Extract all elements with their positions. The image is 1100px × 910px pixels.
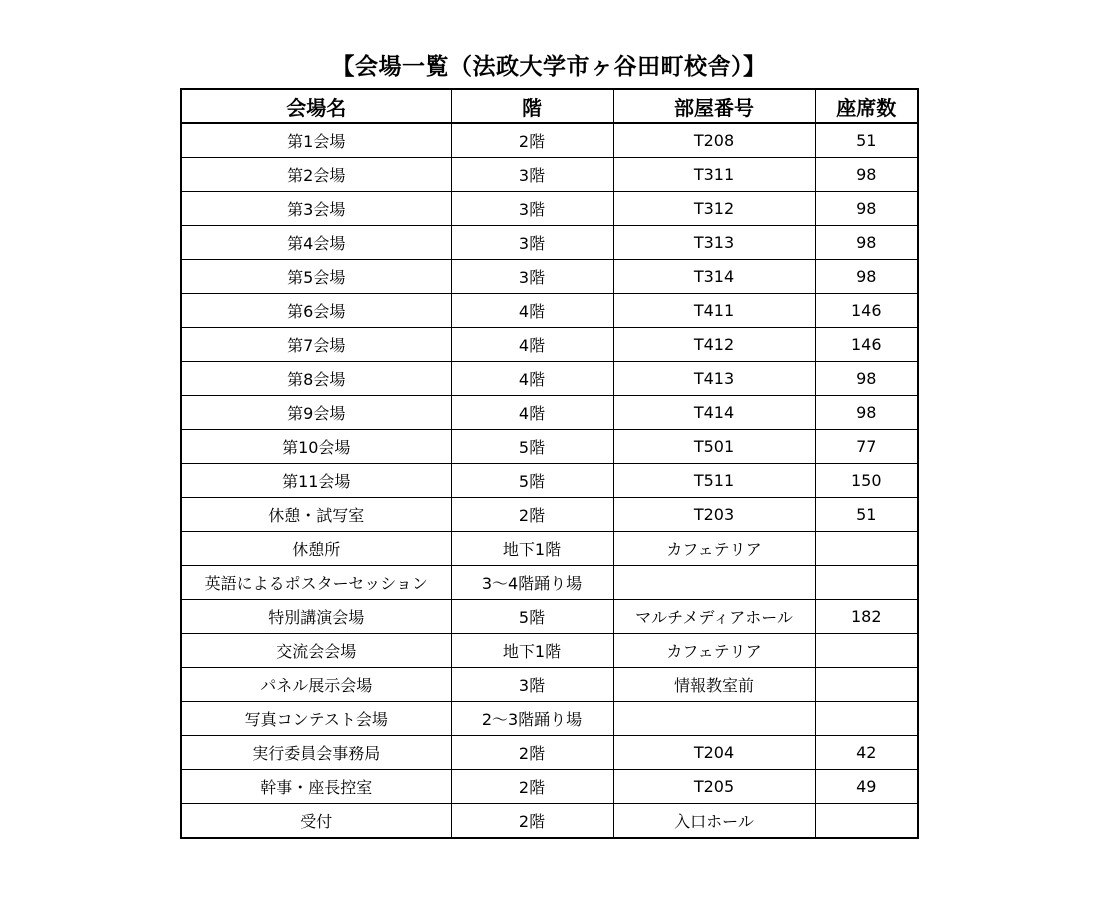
cell-venue-name: 第7会場: [181, 328, 451, 362]
cell-seat-count: 77: [815, 430, 918, 464]
cell-room-number: カフェテリア: [613, 532, 815, 566]
cell-floor: 4階: [451, 294, 613, 328]
table-row: [181, 362, 918, 396]
table-row: [181, 260, 918, 294]
table-row: [181, 498, 918, 532]
cell-room-number: T311: [613, 158, 815, 192]
cell-venue-name: 交流会会場: [181, 634, 451, 668]
cell-venue-name: 幹事・座長控室: [181, 770, 451, 804]
cell-venue-name: 第4会場: [181, 226, 451, 260]
table-body: [181, 123, 918, 838]
table-row: [181, 532, 918, 566]
cell-venue-name: 特別講演会場: [181, 600, 451, 634]
cell-room-number: T205: [613, 770, 815, 804]
cell-venue-name: 第10会場: [181, 430, 451, 464]
cell-floor: 3階: [451, 668, 613, 702]
cell-seat-count: 51: [815, 498, 918, 532]
cell-venue-name: 第11会場: [181, 464, 451, 498]
cell-room-number: T208: [613, 123, 815, 158]
cell-seat-count: [815, 566, 918, 600]
cell-seat-count: 150: [815, 464, 918, 498]
cell-floor: 3階: [451, 192, 613, 226]
cell-venue-name: 第1会場: [181, 123, 451, 158]
cell-room-number: マルチメディアホール: [613, 600, 815, 634]
cell-room-number: T314: [613, 260, 815, 294]
table-row: [181, 226, 918, 260]
page-title: 【会場一覧（法政大学市ヶ谷田町校舎）】: [331, 54, 767, 80]
cell-room-number: 入口ホール: [613, 804, 815, 839]
table-row: [181, 804, 918, 839]
header-room-number: 部屋番号: [613, 89, 815, 123]
cell-venue-name: パネル展示会場: [181, 668, 451, 702]
cell-venue-name: 第8会場: [181, 362, 451, 396]
cell-seat-count: 42: [815, 736, 918, 770]
cell-seat-count: [815, 702, 918, 736]
cell-floor: 2～3階踊り場: [451, 702, 613, 736]
cell-floor: 2階: [451, 804, 613, 839]
table-row: [181, 158, 918, 192]
table-row: [181, 192, 918, 226]
table-row: [181, 600, 918, 634]
cell-seat-count: 51: [815, 123, 918, 158]
table-row: [181, 328, 918, 362]
cell-room-number: T411: [613, 294, 815, 328]
cell-floor: 2階: [451, 123, 613, 158]
cell-venue-name: 第5会場: [181, 260, 451, 294]
cell-venue-name: 受付: [181, 804, 451, 839]
cell-room-number: T313: [613, 226, 815, 260]
cell-venue-name: 実行委員会事務局: [181, 736, 451, 770]
table-row: [181, 634, 918, 668]
cell-floor: 4階: [451, 396, 613, 430]
cell-floor: 4階: [451, 328, 613, 362]
cell-floor: 3～4階踊り場: [451, 566, 613, 600]
table-header-row: [181, 89, 918, 123]
cell-room-number: T203: [613, 498, 815, 532]
cell-venue-name: 写真コンテスト会場: [181, 702, 451, 736]
cell-room-number: T204: [613, 736, 815, 770]
cell-seat-count: [815, 668, 918, 702]
cell-seat-count: 98: [815, 226, 918, 260]
cell-seat-count: 98: [815, 260, 918, 294]
table-row: [181, 736, 918, 770]
cell-seat-count: 49: [815, 770, 918, 804]
table-row: [181, 770, 918, 804]
cell-room-number: 情報教室前: [613, 668, 815, 702]
venue-table: [180, 88, 919, 839]
cell-room-number: T413: [613, 362, 815, 396]
header-floor: 階: [451, 89, 613, 123]
cell-room-number: [613, 702, 815, 736]
cell-venue-name: 第3会場: [181, 192, 451, 226]
cell-room-number: T312: [613, 192, 815, 226]
cell-floor: 4階: [451, 362, 613, 396]
table-row: [181, 566, 918, 600]
table-row: [181, 702, 918, 736]
cell-venue-name: 休憩所: [181, 532, 451, 566]
cell-venue-name: 第9会場: [181, 396, 451, 430]
cell-room-number: [613, 566, 815, 600]
table-row: [181, 430, 918, 464]
table-row: [181, 668, 918, 702]
table-row: [181, 123, 918, 158]
table-row: [181, 294, 918, 328]
header-seat-count: 座席数: [815, 89, 918, 123]
cell-floor: 地下1階: [451, 634, 613, 668]
cell-floor: 5階: [451, 464, 613, 498]
cell-venue-name: 第6会場: [181, 294, 451, 328]
cell-venue-name: 第2会場: [181, 158, 451, 192]
cell-floor: 5階: [451, 600, 613, 634]
cell-room-number: T414: [613, 396, 815, 430]
cell-room-number: カフェテリア: [613, 634, 815, 668]
cell-floor: 2階: [451, 498, 613, 532]
cell-floor: 3階: [451, 226, 613, 260]
table-row: [181, 464, 918, 498]
cell-floor: 2階: [451, 736, 613, 770]
cell-venue-name: 休憩・試写室: [181, 498, 451, 532]
cell-seat-count: [815, 634, 918, 668]
cell-floor: 5階: [451, 430, 613, 464]
cell-seat-count: 98: [815, 396, 918, 430]
cell-venue-name: 英語によるポスターセッション: [181, 566, 451, 600]
cell-seat-count: 98: [815, 362, 918, 396]
cell-seat-count: [815, 804, 918, 839]
cell-room-number: T501: [613, 430, 815, 464]
cell-seat-count: 98: [815, 192, 918, 226]
cell-seat-count: 146: [815, 294, 918, 328]
cell-room-number: T511: [613, 464, 815, 498]
cell-floor: 3階: [451, 158, 613, 192]
cell-seat-count: 98: [815, 158, 918, 192]
table-row: [181, 396, 918, 430]
cell-floor: 2階: [451, 770, 613, 804]
cell-seat-count: [815, 532, 918, 566]
cell-seat-count: 146: [815, 328, 918, 362]
cell-room-number: T412: [613, 328, 815, 362]
cell-floor: 地下1階: [451, 532, 613, 566]
cell-floor: 3階: [451, 260, 613, 294]
header-venue-name: 会場名: [181, 89, 451, 123]
cell-seat-count: 182: [815, 600, 918, 634]
